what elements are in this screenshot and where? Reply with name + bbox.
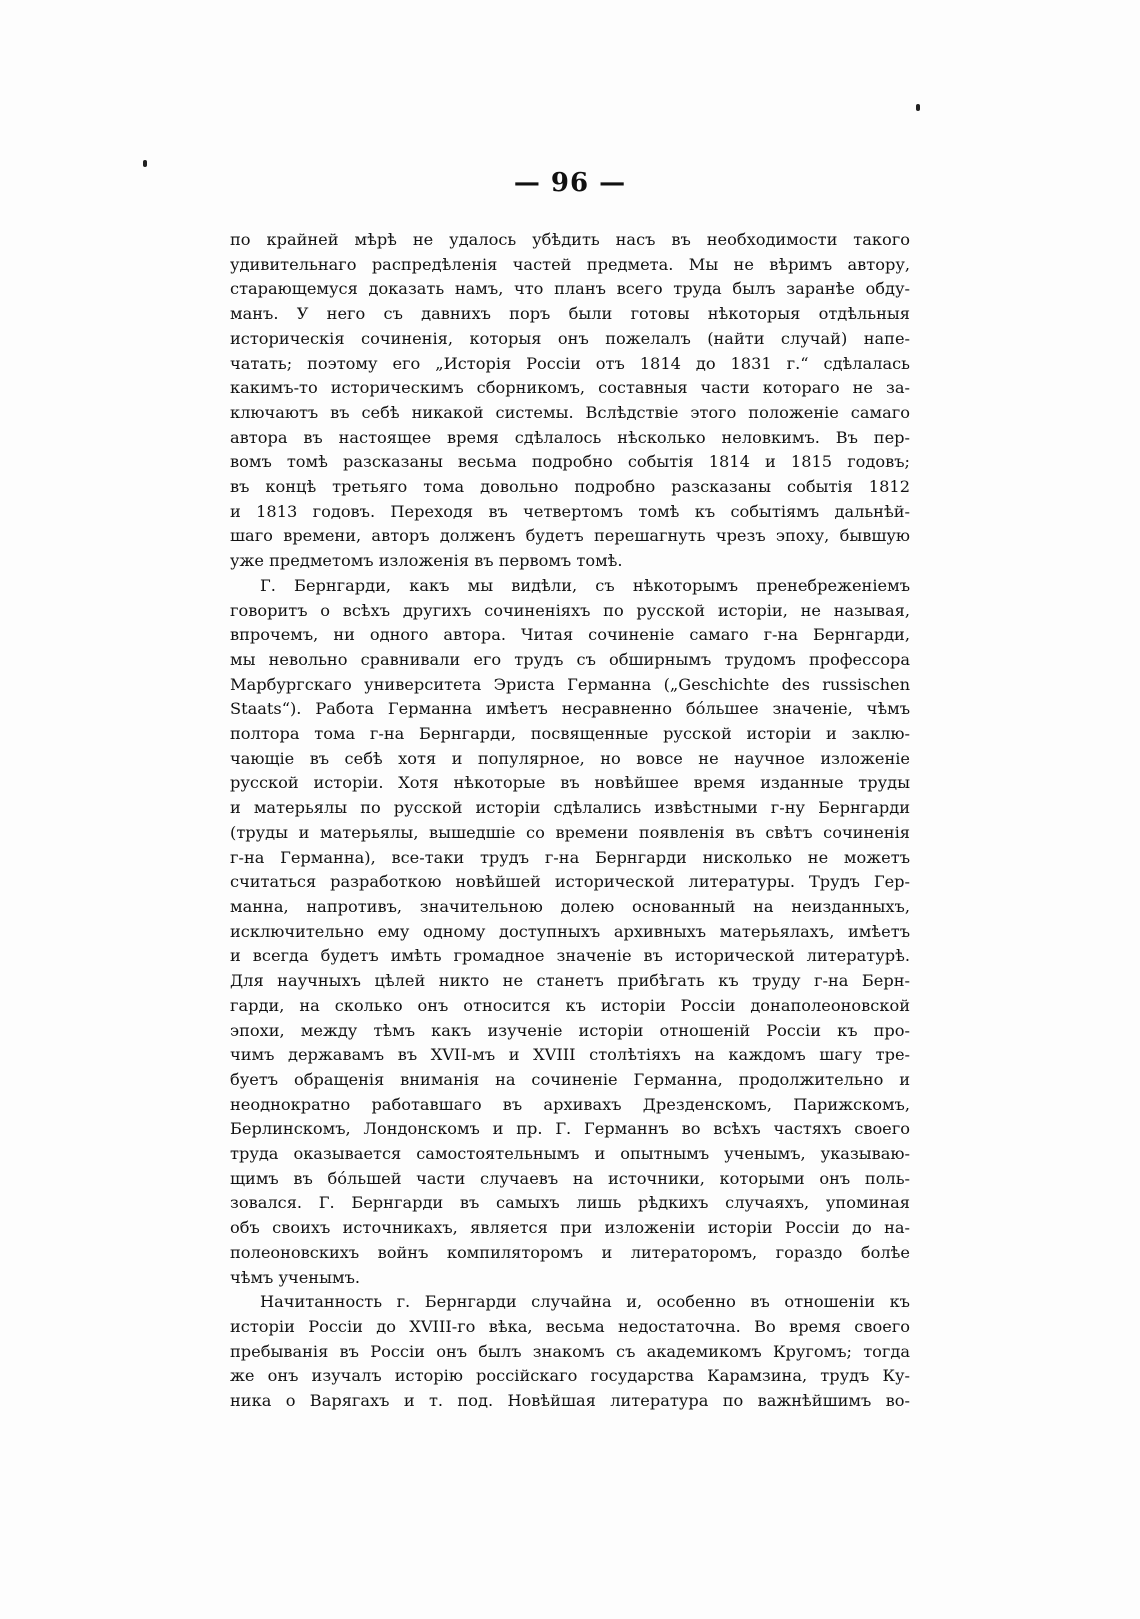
text-line: мы невольно сравнивали его трудъ съ обширнымъ трудомъ профессора: [230, 649, 910, 669]
text-line: полеоновскихъ войнъ компиляторомъ и литераторомъ, гораздо болѣе: [230, 1242, 910, 1262]
text-line: эпохи, между тѣмъ какъ изученіе исторіи отношеній Россіи къ про-: [230, 1020, 910, 1040]
text-line: исключительно ему одному доступныхъ архивныхъ матерьялахъ, имѣетъ: [230, 921, 910, 941]
text-line: неоднократно работавшаго въ архивахъ Дрезденскомъ, Парижскомъ,: [230, 1094, 910, 1114]
text-line: манъ. У него съ давнихъ поръ были готовы нѣкоторыя отдѣльныя: [230, 304, 910, 324]
text-line: зовался. Г. Бернгарди въ самыхъ лишь рѣдкихъ случаяхъ, упоминая: [230, 1193, 910, 1213]
text-line: старающемуся доказать намъ, что планъ всего труда былъ заранѣе обду-: [230, 279, 910, 299]
text-line: Г. Бернгарди, какъ мы видѣли, съ нѣкоторымъ пренебреженіемъ: [260, 575, 910, 595]
text-line: вомъ томѣ разсказаны весьма подробно событія 1814 и 1815 годовъ;: [230, 452, 910, 472]
text-line: и матерьялы по русской исторіи сдѣлались извѣстными г-ну Бернгарди: [230, 798, 910, 818]
text-line: шаго времени, авторъ долженъ будетъ перешагнуть чрезъ эпоху, бывшую: [230, 526, 910, 546]
text-line: Марбургскаго университета Эриста Германна („Geschichte des russischen: [230, 674, 910, 694]
text-line: полтора тома г-на Бернгарди, посвященные русской исторіи и заклю-: [230, 724, 910, 744]
text-line: русской исторіи. Хотя нѣкоторые въ новѣйшее время изданные труды: [230, 773, 910, 793]
text-line: же онъ изучалъ исторію россійскаго государства Карамзина, трудъ Ку-: [230, 1366, 910, 1386]
text-line: гарди, на сколько онъ относится къ исторіи Россіи донаполеоновской: [230, 995, 910, 1015]
text-line: щимъ въ бóльшей части случаевъ на источники, которыми онъ поль-: [230, 1168, 910, 1188]
ink-speck-left: [143, 160, 147, 167]
paragraph-3: [230, 1290, 910, 1414]
text-line: уже предметомъ изложенія въ первомъ томѣ.: [230, 551, 623, 571]
text-line: чимъ державамъ въ XVII-мъ и XVIII столѣтіяхъ на каждомъ шагу тре-: [230, 1045, 910, 1065]
text-line: чатать; поэтому его „Исторія Россіи отъ 1814 до 1831 г.“ сдѣлалась: [230, 353, 910, 373]
text-line: удивительнаго распредѣленія частей предмета. Мы не вѣримъ автору,: [230, 254, 910, 274]
text-line: исторіи Россіи до XVIII-го вѣка, весьма недостаточна. Во время своего: [230, 1316, 910, 1336]
text-line: и всегда будетъ имѣть громадное значеніе въ исторической литературѣ.: [230, 946, 910, 966]
body-text: [230, 228, 910, 1414]
text-line: чѣмъ ученымъ.: [230, 1267, 361, 1287]
text-line: считаться разработкою новѣйшей исторической литературы. Трудъ Гер-: [230, 872, 910, 892]
page-number: — 96 —: [513, 168, 627, 198]
ink-speck-right: [916, 104, 920, 111]
text-line: ника о Варягахъ и т. под. Новѣйшая литература по важнѣйшимъ во-: [230, 1391, 910, 1411]
text-line: труда оказывается самостоятельнымъ и опытнымъ ученымъ, указываю-: [230, 1144, 910, 1164]
text-line: по крайней мѣрѣ не удалось убѣдить насъ въ необходимости такого: [230, 230, 910, 249]
text-line: ключаютъ въ себѣ никакой системы. Вслѣдствіе этого положеніе самаго: [230, 402, 910, 422]
paragraph-1: [230, 228, 910, 574]
text-line: говоритъ о всѣхъ другихъ сочиненіяхъ по русской исторіи, не называя,: [230, 600, 910, 620]
text-line: пребыванія въ Россіи онъ былъ знакомъ съ академикомъ Кругомъ; тогда: [230, 1341, 910, 1361]
text-line: какимъ-то историческимъ сборникомъ, составныя части котораго не за-: [230, 378, 910, 398]
text-line: буетъ обращенія вниманія на сочиненіе Германна, продолжительно и: [230, 1069, 910, 1089]
text-line: Staats“). Работа Германна имѣетъ несравненно бóльшее значеніе, чѣмъ: [230, 699, 910, 719]
text-line: Берлинскомъ, Лондонскомъ и пр. Г. Германнъ во всѣхъ частяхъ своего: [230, 1119, 910, 1139]
text-line: Начитанность г. Бернгарди случайна и, особенно въ отношеніи къ: [260, 1292, 910, 1312]
text-line: манна, напротивъ, значительною долею основанный на неизданныхъ,: [230, 896, 910, 916]
text-line: и 1813 годовъ. Переходя въ четвертомъ томѣ къ событіямъ дальнѣй-: [230, 501, 910, 521]
text-line: автора въ настоящее время сдѣлалось нѣсколько неловкимъ. Въ пер-: [230, 427, 910, 447]
text-line: г-на Германна), все-таки трудъ г-на Бернгарди нисколько не можетъ: [230, 847, 910, 867]
paragraph-2: [230, 574, 910, 1290]
text-line: объ своихъ источникахъ, является при изложеніи исторіи Россіи до на-: [230, 1218, 910, 1238]
text-line: Для научныхъ цѣлей никто не станетъ прибѣгать къ труду г-на Берн-: [230, 971, 910, 991]
text-line: впрочемъ, ни одного автора. Читая сочиненіе самаго г-на Бернгарди,: [230, 625, 910, 645]
text-line: въ концѣ третьяго тома довольно подробно разсказаны событія 1812: [230, 477, 910, 497]
text-line: (труды и матерьялы, вышедшіе со времени появленія въ свѣтъ сочиненія: [230, 822, 910, 842]
text-line: историческія сочиненія, которыя онъ пожелалъ (найти случай) напе-: [230, 328, 910, 348]
text-line: чающіе въ себѣ хотя и популярное, но вовсе не научное изложеніе: [230, 748, 910, 768]
